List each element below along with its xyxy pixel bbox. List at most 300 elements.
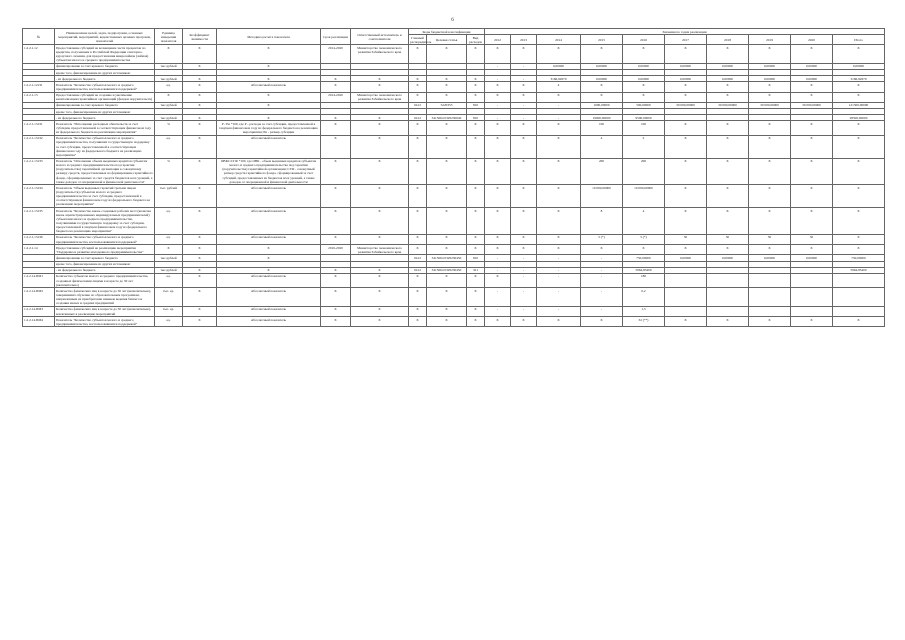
row-year-value: 0,00000	[791, 255, 833, 261]
col-year: 2012	[485, 35, 511, 45]
col-grbs: Главный распорядитель	[410, 35, 432, 44]
row-year-value: -	[511, 115, 537, 121]
row-total	[833, 306, 885, 316]
row-name: кроме того, финансирование из других источников:	[55, 70, 155, 76]
row-total: Х	[833, 185, 885, 208]
row-year-value: 30 000,00000	[749, 102, 791, 108]
row-term: 2014-2020	[321, 92, 351, 102]
row-term: 2014-2020	[321, 45, 351, 64]
row-executor: Х	[351, 185, 409, 208]
col-unit: Единица измерения показателя	[155, 29, 183, 45]
row-year-value: Х	[749, 208, 791, 235]
col-year: 2015	[581, 35, 623, 45]
row-year-value: 1,5	[623, 306, 665, 316]
row-year-value: Х	[791, 82, 833, 92]
table-row	[23, 185, 885, 208]
row-year-value: Х	[707, 45, 749, 64]
row-year-value: Х	[511, 208, 537, 235]
row-coef: Х	[183, 63, 217, 69]
row-year-value: -	[485, 63, 511, 69]
row-year-value: Х	[623, 82, 665, 92]
row-expense-type: Х	[467, 185, 485, 208]
row-total: 3166,92670	[833, 76, 885, 82]
row-year-value: -	[581, 255, 623, 261]
row-target-article: 3415064 0320250450	[427, 267, 467, 273]
row-name: кроме того, финансирование из других источников:	[55, 261, 155, 267]
row-total: Х	[833, 317, 885, 327]
row-year-value: Х	[485, 317, 511, 327]
row-year-value: -	[485, 115, 511, 121]
row-target-article: 3415064 0320250450	[427, 255, 467, 261]
row-method: Х	[217, 267, 321, 273]
row-name: Показатель "Отношение объема выданных кредитов субъектам малого и среднего предпринимательства под гарантии (поручительства) гарантийной организации к совокупному размеру средств, предоставленных на формирование гарантийного фонда, сформированных за счет средств бюджетов всех уровней, а также доходов от операционной и финансовой деятельности"	[56, 159, 153, 184]
row-year-value: -	[537, 273, 581, 287]
row-year-value: Х	[707, 82, 749, 92]
col-coef: Коэффициент значимости	[183, 29, 217, 45]
row-total	[833, 273, 885, 287]
row-coef: Х	[183, 135, 217, 158]
row-executor: Х	[351, 76, 409, 82]
row-coef: Х	[183, 82, 217, 92]
row-year-value: Х	[665, 185, 707, 208]
row-total: Х	[833, 158, 885, 185]
row-year-value: Х	[485, 273, 511, 287]
row-year-value: Х	[665, 92, 707, 102]
row-unit: ед.	[155, 208, 183, 235]
row-expense-type: Х	[467, 273, 485, 287]
row-name: финансирование за счет краевого бюджета	[55, 255, 155, 261]
col-csr: Целевая статья	[427, 35, 467, 45]
col-year: 2013	[511, 35, 537, 45]
row-method: Абсолютный показатель	[217, 234, 321, 244]
row-number: 1.2.2.14.ПМ3	[23, 306, 55, 316]
row-executor: Министерство экономического развития Забайкальского края	[351, 245, 409, 255]
row-year-value: 200	[581, 158, 623, 185]
row-year-value: Х	[791, 245, 833, 255]
row-year-value: 0,2	[623, 288, 665, 307]
row-year-value: 0,00000	[749, 255, 791, 261]
row-target-article: Х	[427, 245, 467, 255]
row-year-value: Х	[485, 185, 511, 208]
row-year-value: Х	[511, 82, 537, 92]
row-year-value: 5 (*)	[623, 234, 665, 244]
row-year-value	[791, 306, 833, 316]
row-year-value: -	[581, 267, 623, 273]
row-term: Х	[321, 135, 351, 158]
row-year-value: Х	[485, 234, 511, 244]
table-row	[23, 208, 885, 235]
row-year-value: 9500,00000	[623, 115, 665, 121]
row-year-value: 30	[791, 234, 833, 244]
row-year-value: Х	[749, 317, 791, 327]
row-unit: тыс.рублей	[155, 255, 183, 261]
row-year-value: 180	[623, 273, 665, 287]
row-total: Х	[833, 121, 885, 135]
row-unit: ед.	[155, 82, 183, 92]
row-grbs: Х	[409, 158, 427, 185]
page-number: 6	[451, 18, 454, 23]
row-year-value: -	[485, 102, 511, 108]
row-target-article: Х	[427, 92, 467, 102]
row-year-value: 0,00000	[707, 255, 749, 261]
col-year: 2020	[791, 35, 833, 45]
row-year-value: 30	[665, 234, 707, 244]
row-year-value: 0,00000	[581, 76, 623, 82]
row-year-value: 8	[581, 208, 623, 235]
row-year-value: 4	[537, 82, 581, 92]
row-year-value: 0,00000	[707, 76, 749, 82]
row-expense-type: 810	[467, 115, 485, 121]
row-method: Абсолютный показатель	[217, 273, 321, 287]
row-grbs: 0412	[409, 115, 427, 121]
row-name: Показатель "Количество субъектов малого и среднего предпринимательства, воспользовавшихся поддержкой"	[55, 234, 155, 244]
row-year-value	[749, 306, 791, 316]
row-year-value: 0,00000	[707, 63, 749, 69]
row-executor: Х	[351, 317, 409, 327]
row-method: Абсолютный показатель	[217, 135, 321, 158]
row-grbs: Х	[409, 208, 427, 235]
row-term: Х	[321, 115, 351, 121]
row-number: 1.2.2.14.ПМ4	[23, 317, 55, 327]
row-year-value: Х	[791, 185, 833, 208]
row-year-value: Х	[665, 82, 707, 92]
row-year-value: Х	[749, 158, 791, 185]
row-year-value: Х	[537, 208, 581, 235]
row-expense-type: Х	[467, 121, 485, 135]
row-coef: Х	[183, 267, 217, 273]
row-year-value: Х	[485, 245, 511, 255]
row-name: Предоставление субсидий на реализацию мероприятия "Поддержка и развитие молодежного предпринимательства"	[55, 245, 155, 255]
row-year-value: 100	[581, 121, 623, 135]
row-method: Х	[217, 255, 321, 261]
row-method: Абсолютный показатель	[217, 185, 321, 208]
row-year-value: -	[511, 102, 537, 108]
row-year-value: 0,00000	[537, 63, 581, 69]
row-number: 1.2.2.1.13	[23, 92, 55, 102]
row-name: Показатель "Количество субъектов малого и среднего предпринимательства, воспользовавшихся поддержкой"	[55, 317, 155, 327]
row-grbs: Х	[409, 135, 427, 158]
row-executor: Х	[351, 82, 409, 92]
row-year-value: Х	[791, 121, 833, 135]
row-executor: Х	[351, 273, 409, 287]
row-term: Х	[321, 158, 351, 185]
row-total	[833, 288, 885, 307]
row-expense-type: Х	[467, 92, 485, 102]
row-coef: Х	[183, 76, 217, 82]
row-year-value: -	[511, 255, 537, 261]
row-year-value: Х	[537, 185, 581, 208]
row-grbs: Х	[409, 234, 427, 244]
col-vr: Вид расходов	[467, 35, 485, 45]
row-target-article: Х	[427, 273, 467, 287]
row-year-value: -	[485, 306, 511, 316]
row-year-value: Х	[581, 45, 623, 64]
row-number: 1.2.2.1.13.П2	[23, 135, 55, 158]
row-name: финансирование за счет краевого бюджета	[55, 63, 155, 69]
col-total: Итого	[833, 35, 885, 45]
row-year-value: -	[537, 267, 581, 273]
row-unit: тыс. рублей	[155, 185, 183, 208]
row-coef: Х	[183, 158, 217, 185]
row-year-value: Х	[749, 92, 791, 102]
row-name: Количество физических лиц в возрасте до 30 лет (включительно), вовлеченных в реализацию мероприятий	[55, 306, 155, 316]
row-term: 2016-2020	[321, 245, 351, 255]
row-year-value: 0,00000	[665, 255, 707, 261]
row-year-value: Х	[537, 158, 581, 185]
table-row	[23, 273, 885, 287]
row-number: 1.2.2.1.12	[23, 45, 55, 64]
row-coef: Х	[183, 273, 217, 287]
row-grbs: Х	[409, 82, 427, 92]
row-year-value: -	[537, 255, 581, 261]
row-unit: тыс. ед.	[155, 306, 183, 316]
row-executor: Х	[351, 115, 409, 121]
row-total: 750,00000	[833, 255, 885, 261]
row-grbs: Х	[409, 306, 427, 316]
row-name: кроме того, финансирование из других источников:	[55, 109, 155, 115]
row-executor: Х	[351, 208, 409, 235]
row-coef: Х	[183, 115, 217, 121]
row-unit: Х	[155, 45, 183, 64]
row-unit: тыс. ед.	[155, 288, 183, 307]
row-unit: %	[155, 158, 183, 185]
row-unit: ед.	[155, 273, 183, 287]
row-unit: тыс.рублей	[155, 76, 183, 82]
row-year-value: 100	[623, 121, 665, 135]
row-term: Х	[321, 267, 351, 273]
row-target-article: Х	[427, 121, 467, 135]
row-year-value: Х	[791, 158, 833, 185]
col-exec: Ответственный исполнитель и соисполнители	[351, 29, 409, 45]
table-row	[23, 45, 885, 64]
row-coef: Х	[183, 234, 217, 244]
row-coef: Х	[183, 245, 217, 255]
row-year-value: Х	[485, 135, 511, 158]
row-year-value: 0,00000	[665, 76, 707, 82]
row-term: Х	[321, 82, 351, 92]
row-expense-type: Х	[467, 234, 485, 244]
table-row	[23, 306, 885, 316]
row-year-value: 4	[623, 208, 665, 235]
row-year-value: 3166,92670	[537, 76, 581, 82]
row-year-value: Х	[665, 317, 707, 327]
row-year-value: 10 000,00000	[581, 185, 623, 208]
row-number: 1.2.2.1.14	[23, 245, 55, 255]
row-year-value: 5964,83400	[623, 267, 665, 273]
col-values: Значения по годам реализации	[485, 29, 885, 35]
row-total: Х	[833, 82, 885, 92]
row-name: Количество субъектов малого и среднего предпринимательства, созданных физическими лицами в возрасте до 30 лет (включительно)	[55, 273, 155, 287]
row-year-value: Х	[511, 158, 537, 185]
row-target-article: 3415064 0320250640	[427, 115, 467, 121]
row-year-value: -	[485, 255, 511, 261]
row-executor: Х	[351, 267, 409, 273]
row-year-value: 30 000,00000	[791, 102, 833, 108]
table-row	[23, 317, 885, 327]
col-num: №	[23, 29, 55, 45]
row-total: Х	[833, 135, 885, 158]
row-number: 1.2.2.1.13.П6	[23, 234, 55, 244]
row-year-value: 30 000,00000	[665, 102, 707, 108]
row-year-value: -	[581, 273, 623, 287]
col-name: Наименование целей, задач, подпрограмм, основных мероприятий, мероприятий, ведомственных целевых программ, показателей	[55, 29, 155, 45]
row-year-value: -	[537, 102, 581, 108]
row-year-value: 0,00000	[665, 63, 707, 69]
row-target-article: Х	[427, 208, 467, 235]
row-year-value: -	[537, 306, 581, 316]
table-body	[23, 45, 885, 327]
row-year-value: Х	[665, 135, 707, 158]
row-year-value: Х	[623, 92, 665, 102]
row-grbs: 0412	[409, 255, 427, 261]
row-name: финансирование за счет краевого бюджета	[55, 102, 155, 108]
row-year-value: Х	[485, 158, 511, 185]
row-year-value: Х	[511, 135, 537, 158]
row-name: Количество физических лиц в возрасте до 30 лет (включительно), завершивших обучение по образовательным программам, направленным на приобретение навыков ведения бизнеса и создания малых и средних предприятий	[55, 288, 155, 307]
row-method: ОВКС/СГФ *100, где ОВК - объем выданных кредитов субъектам малого и среднего предпринимательства под гарантии (поручительства) гарантийной организации; СГФ - совокупный размер средств гарантийного фонда, сформированный за счет субсидий, предоставленных из бюджетов всех уровней, а также доходов от операционной и финансовой деятельности	[217, 158, 321, 185]
row-target-article: Х	[427, 288, 467, 307]
row-executor: Х	[351, 135, 409, 158]
row-executor: Х	[351, 234, 409, 244]
program-table	[22, 28, 885, 327]
row-year-value: 32 (**)	[623, 317, 665, 327]
row-method: Абсолютный показатель	[217, 82, 321, 92]
row-target-article: Х	[427, 76, 467, 82]
row-method: Абсолютный показатель	[217, 288, 321, 307]
row-year-value: Х	[511, 121, 537, 135]
table-row	[23, 121, 885, 135]
row-total: 0,00000	[833, 63, 885, 69]
row-year-value: Х	[707, 185, 749, 208]
col-term: Срок реализации	[321, 29, 351, 45]
row-coef: Х	[183, 288, 217, 307]
row-term: Х	[321, 273, 351, 287]
row-total: 5964,83400	[833, 267, 885, 273]
row-year-value: 1000,00000	[581, 102, 623, 108]
row-number: 1.2.2.1.13.П5	[23, 208, 55, 235]
row-year-value: Х	[707, 158, 749, 185]
row-target-article: Х	[427, 135, 467, 158]
row-grbs: Х	[409, 45, 427, 64]
row-total: Х	[833, 245, 885, 255]
row-term: Х	[321, 121, 351, 135]
row-name: Предоставление субсидий на возмещение части процентов по кредитам, полученным в Российской Федерации санаторно-курортного лечения, для предоставления микрозаймов (займов) субъектам малого и среднего предпринимательства	[55, 45, 155, 64]
row-year-value: 10 000,00000	[623, 185, 665, 208]
table-row	[23, 234, 885, 244]
row-unit: ед.	[155, 135, 183, 158]
row-year-value: Х	[749, 135, 791, 158]
row-year-value: Х	[707, 208, 749, 235]
row-name: - из федерального бюджета	[55, 115, 155, 121]
row-number: 1.2.2.14.ПМ1	[23, 273, 55, 287]
row-total: Х	[833, 45, 885, 64]
row-executor: Х	[351, 158, 409, 185]
row-method: Абсолютный показатель	[217, 317, 321, 327]
row-year-value: 750,00000	[623, 255, 665, 261]
row-method: Абсолютный показатель	[217, 306, 321, 316]
row-method: Х	[217, 92, 321, 102]
row-grbs: Х	[409, 288, 427, 307]
row-method: Р / Рн *100, где Р - расходы за счет субсидии, предоставленной в текущем финансовом году из федерального бюджета на реализацию мероприятия; Рн - размер субсидии	[217, 121, 321, 135]
row-year-value: Х	[791, 317, 833, 327]
row-grbs: Х	[409, 245, 427, 255]
row-term: Х	[321, 76, 351, 82]
row-term: Х	[321, 317, 351, 327]
row-number: 1.2.2.1.13.П1	[23, 121, 55, 135]
col-year: 2018	[707, 35, 749, 45]
row-number: 1.2.2.14.ПМ2	[23, 288, 55, 307]
row-target-article: Х	[427, 317, 467, 327]
row-executor: Министерство экономического развития Забайкальского края	[351, 92, 409, 102]
row-unit: тыс.рублей	[155, 267, 183, 273]
row-year-value: Х	[791, 45, 833, 64]
row-term: Х	[321, 306, 351, 316]
row-total: Х	[833, 208, 885, 235]
row-total: 28500,00000	[833, 115, 885, 121]
row-method: Абсолютный показатель	[217, 208, 321, 235]
row-year-value	[707, 273, 749, 287]
row-year-value: -	[537, 115, 581, 121]
table-header	[23, 29, 885, 45]
row-grbs: Х	[409, 273, 427, 287]
row-year-value: -	[511, 63, 537, 69]
row-year-value: Х	[749, 121, 791, 135]
row-total: 121500,00000	[833, 102, 885, 108]
row-name: Показатель "Количество субъектов малого и среднего предпринимательства, получивших государственную поддержку за счет субсидии, предоставленной в соответствующем финансовом году из федерального бюджета на реализацию мероприятия"	[55, 135, 155, 158]
row-year-value: 5 (*)	[581, 234, 623, 244]
row-term: Х	[321, 234, 351, 244]
row-year-value: Х	[665, 45, 707, 64]
col-year: 2014	[537, 35, 581, 45]
row-year-value: -	[485, 267, 511, 273]
row-year-value: Х	[791, 135, 833, 158]
row-target-article: Х	[427, 306, 467, 316]
row-year-value	[749, 288, 791, 307]
table-row	[23, 135, 885, 158]
row-year-value: Х	[485, 208, 511, 235]
row-year-value: Х	[485, 121, 511, 135]
row-expense-type: Х	[467, 288, 485, 307]
row-coef: Х	[183, 306, 217, 316]
row-year-value: Х	[511, 92, 537, 102]
row-year-value: Х	[485, 82, 511, 92]
row-year-value: Х	[665, 245, 707, 255]
row-name: - из федерального бюджета	[55, 267, 155, 273]
row-year-value: 4	[581, 135, 623, 158]
row-target-article: Х	[427, 185, 467, 208]
row-year-value	[749, 273, 791, 287]
row-year-value: Х	[581, 317, 623, 327]
row-expense-type: Х	[467, 135, 485, 158]
row-expense-type: Х	[467, 82, 485, 92]
row-target-article: Х	[427, 45, 467, 64]
row-year-value: Х	[511, 234, 537, 244]
row-expense-type: Х	[467, 306, 485, 316]
row-year-value: Х	[665, 121, 707, 135]
row-target-article: Х	[427, 234, 467, 244]
row-year-value: -	[511, 267, 537, 273]
row-year-value: Х	[749, 245, 791, 255]
row-year-value: Х	[623, 45, 665, 64]
row-unit: ед.	[155, 234, 183, 244]
row-year-value: Х	[707, 92, 749, 102]
row-name: Предоставление субсидий на создание и увеличение капитализации гарантийных организаций (фондов поручительств)	[55, 92, 155, 102]
row-year-value: Х	[511, 317, 537, 327]
row-year-value: 500,00000	[623, 102, 665, 108]
table-row	[23, 82, 885, 92]
row-year-value: Х	[707, 135, 749, 158]
row-year-value	[665, 273, 707, 287]
